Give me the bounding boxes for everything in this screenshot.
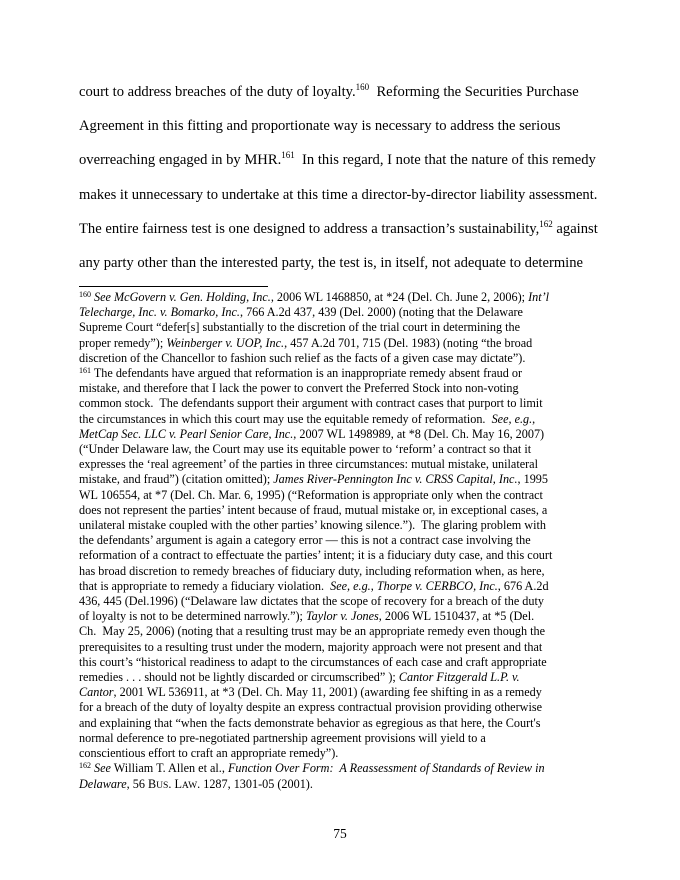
footnote-line xyxy=(79,731,602,746)
citation-italic: See, e.g. xyxy=(330,578,371,593)
text-run: does not represent the parties’ intent because of fraud, mutual mistake or, in exceptional cases, a xyxy=(79,502,548,517)
text-run: normal deference to pre-negotiated partnership agreement provisions will yield to a xyxy=(79,730,486,745)
citation-italic: Telecharge, Inc. v. Bomarko, Inc. xyxy=(79,305,240,320)
footnote-line xyxy=(79,503,602,518)
text-run: , xyxy=(370,578,377,593)
footnote-line xyxy=(79,412,602,427)
text-run: overreaching engaged in by MHR. xyxy=(79,152,282,169)
text-run: and explaining that “when the facts demonstrate behavior as egregious as that here, the Court's xyxy=(79,715,541,730)
footnote-line xyxy=(79,472,602,487)
text-run: , 2006 WL 1510437, at *5 (Del. xyxy=(378,609,535,624)
text-run: against xyxy=(552,220,598,237)
text-run: The defendants have argued that reformation is an inappropriate remedy absent fraud or xyxy=(91,366,523,381)
citation-italic: MetCap Sec. LLC v. Pearl Senior Care, Inc. xyxy=(79,426,294,441)
text-run: The entire fairness test is one designed to address a transaction’s sustainability, xyxy=(79,220,540,237)
text-run: Reforming the Securities Purchase xyxy=(369,84,579,100)
citation-italic: Cantor Fitzgerald L.P. v. xyxy=(398,670,520,685)
text-run: makes it unnecessary to undertake at this time a director-by-director liability assessment. xyxy=(79,186,598,203)
text-run: common stock. The defendants support their argument with contract cases that purport to limit xyxy=(79,396,543,411)
citation-italic: See xyxy=(94,761,111,776)
footnote-ref: 162 xyxy=(539,218,553,229)
text-run: Supreme Court “defer[s] substantially to the discretion of the trial court in determining the xyxy=(79,320,520,335)
footnote-line xyxy=(79,396,602,411)
text-run: mistake, and therefore that I lack the power to convert the Preferred Stock into non-voting xyxy=(79,381,519,396)
footnote-line xyxy=(79,427,602,442)
text-run: the circumstances in which this court may use the equitable remedy of reformation. xyxy=(79,411,492,426)
body-line xyxy=(79,212,602,246)
footnote-line xyxy=(79,457,602,472)
text-run: 436, 445 (Del.1996) (“Delaware law dictates that the scope of recovery for a breach of the duty xyxy=(79,594,544,609)
footnote-line xyxy=(79,488,602,503)
footnote-line xyxy=(79,670,602,685)
citation-italic: See McGovern v. Gen. Holding, Inc. xyxy=(94,290,271,304)
text-run: court to address breaches of the duty of loyalty. xyxy=(79,84,356,100)
footnote-line xyxy=(79,700,602,715)
footnote-ref: 161 xyxy=(79,366,91,376)
footnote-line xyxy=(79,320,602,335)
body-line xyxy=(79,109,602,143)
footnote-line xyxy=(79,290,602,305)
footnote-line xyxy=(79,746,602,761)
text-run: WL 106554, at *7 (Del. Ch. Mar. 6, 1995) (“Reformation is appropriate only when the contract xyxy=(79,487,543,502)
footnote-ref: 160 xyxy=(79,290,91,299)
footnote-line xyxy=(79,336,602,351)
text-run: the defendants’ argument is again a category error — this is not a contract case involving the xyxy=(79,533,531,548)
footnote-line xyxy=(79,716,602,731)
text-run: discretion of the Chancellor to fashion such relief as the facts of a given case may dictate”). xyxy=(79,350,526,365)
page-number: 75 xyxy=(333,826,347,841)
small-caps-text: US xyxy=(156,779,169,791)
text-run: this court’s “historical readiness to adapt to the circumstances of each case and craft appropriate xyxy=(79,654,547,669)
footnote-line xyxy=(79,533,602,548)
text-run: , 2006 WL 1468850, at *24 (Del. Ch. June 2, 2006); xyxy=(270,290,529,304)
citation-italic: Thorpe v. CERBCO, Inc. xyxy=(376,578,498,593)
text-run: conscientious effort to craft an appropriate remedy”). xyxy=(79,746,339,761)
footnote-line xyxy=(79,579,602,594)
footnote-line xyxy=(79,548,602,563)
footnote-ref: 160 xyxy=(355,82,370,92)
text-run: William T. Allen et al., xyxy=(110,761,228,776)
footnote-line xyxy=(79,685,602,700)
text-run: Agreement in this fitting and proportionate way is necessary to address the serious xyxy=(79,118,561,135)
citation-italic: See, e.g. xyxy=(491,411,533,426)
text-run: expresses the ‘real agreement’ of the parties in three circumstances: mutual mistake, unilateral xyxy=(79,457,538,472)
text-run: (“Under Delaware law, the Court may use its equitable power to ‘reform’ a contract so that it xyxy=(79,442,532,457)
text-run: . 1287, 1301-05 (2001). xyxy=(197,776,313,791)
body-line xyxy=(79,143,602,177)
footnote-ref: 162 xyxy=(79,761,91,771)
body-line xyxy=(79,246,602,280)
text-run: , 2001 WL 536911, at *3 (Del. Ch. May 11, 2001) (awarding fee shifting in as a remedy xyxy=(113,685,542,700)
text-run: has broad discretion to remedy breaches of fiduciary duty, including reformation when, as here, xyxy=(79,563,545,578)
footnote-line xyxy=(79,594,602,609)
footnote-line xyxy=(79,564,602,579)
text-run: Ch. May 25, 2006) (noting that a resulting trust may be an appropriate remedy even though the xyxy=(79,624,546,639)
citation-italic: Taylor v. Jones xyxy=(306,609,379,624)
footnote-line xyxy=(79,609,602,624)
citation-italic: Weinberger v. UOP, Inc. xyxy=(166,335,285,350)
footnote-line xyxy=(79,442,602,457)
footnote-line xyxy=(79,351,602,366)
footnotes xyxy=(79,290,602,793)
text-run: that is appropriate to remedy a fiduciary violation. xyxy=(79,578,331,593)
text-run: , 56 B xyxy=(126,776,157,791)
citation-italic: Function Over Form: A Reassessment of Standards of Review in xyxy=(227,761,545,776)
text-run: , 766 A.2d 437, 439 (Del. 2000) (noting that the Delaware xyxy=(239,305,523,320)
footnote-separator xyxy=(79,286,268,287)
text-run: proper remedy”); xyxy=(79,335,167,350)
small-caps-text: AW xyxy=(181,779,198,791)
footnote-line xyxy=(79,624,602,639)
text-run: , 2007 WL 1498989, at *8 (Del. Ch. May 16, 2007) xyxy=(293,426,545,441)
text-run: , 457 A.2d 701, 715 (Del. 1983) (noting “the broad xyxy=(284,335,533,350)
text-run: , 1995 xyxy=(517,472,548,487)
text-run: reformation of a contract to effectuate the parties’ intent; it is a fiduciary duty case, and this court xyxy=(79,548,553,563)
footnote-line xyxy=(79,381,602,396)
text-run: unilateral mistake coupled with the other parties’ knowing silence.”). The glaring problem with xyxy=(79,518,546,533)
footnote-line xyxy=(79,640,602,655)
citation-italic: James River-Pennington Inc v. CRSS Capital, Inc. xyxy=(273,472,518,487)
text-run: of loyalty is not to be determined narrowly.”); xyxy=(79,609,306,624)
text-run: , 676 A.2d xyxy=(497,578,549,593)
citation-italic: Cantor xyxy=(79,685,114,700)
text-run: , xyxy=(532,411,536,426)
footnote-line xyxy=(79,366,602,381)
citation-italic: Delaware xyxy=(79,776,127,791)
body-line xyxy=(79,75,602,109)
text-run: any party other than the interested party, the test is, in itself, not adequate to determine xyxy=(79,255,583,272)
text-run: mistake, and fraud”) (citation omitted); xyxy=(79,472,274,487)
footnote-line xyxy=(79,655,602,670)
footnote-line xyxy=(79,518,602,533)
text-run: In this regard, I note that the nature of this remedy xyxy=(294,152,596,169)
text-run: . L xyxy=(168,776,182,791)
body-paragraph xyxy=(79,75,602,280)
text-run: for a breach of the duty of loyalty despite an express contractual provision providing otherwise xyxy=(79,700,542,715)
footnote-ref: 161 xyxy=(281,150,295,161)
text-run: remedies . . . should not be lightly discarded or circumscribed” ); xyxy=(79,670,399,685)
footnote-line xyxy=(79,777,602,793)
footnote-line xyxy=(79,761,602,776)
citation-italic: Int’l xyxy=(528,290,550,304)
text-run: prerequisites to a resulting trust under the modern, majority approach were not present and that xyxy=(79,639,543,654)
body-line xyxy=(79,178,602,212)
footnote-line xyxy=(79,305,602,320)
